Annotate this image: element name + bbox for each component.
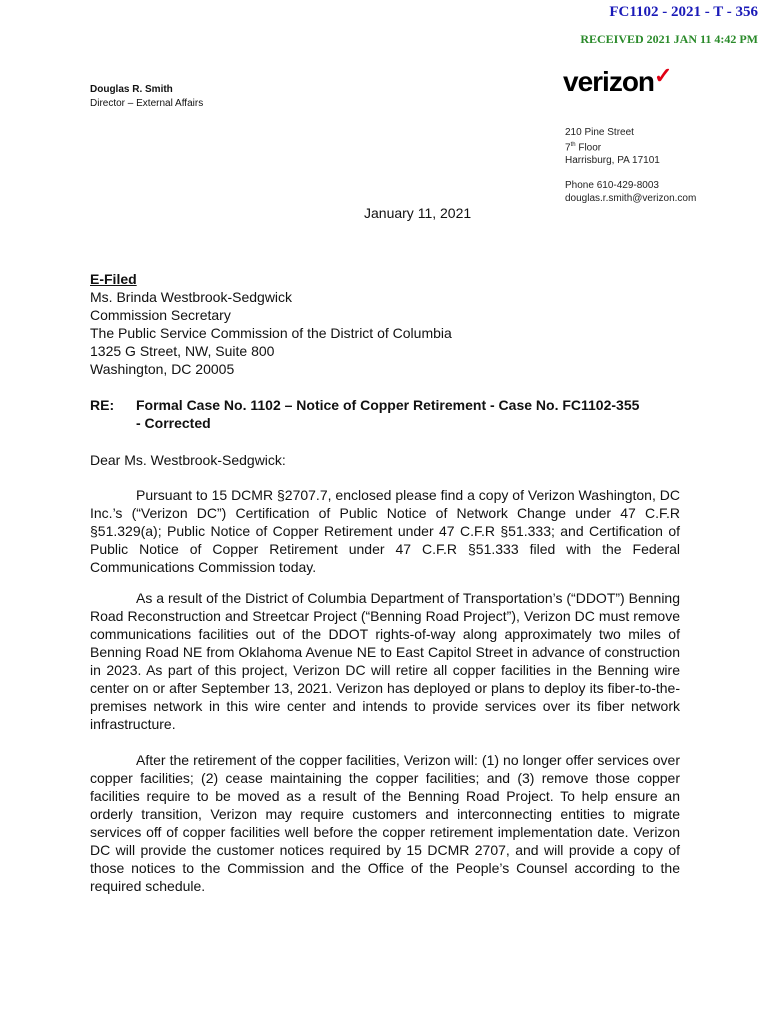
sender-block — [90, 83, 203, 111]
verizon-logo — [563, 63, 672, 98]
address-street: 210 Pine Street — [565, 127, 634, 138]
recipient-block — [90, 270, 680, 378]
address-floor: 7th Floor — [565, 142, 602, 154]
recipient-city: Washington, DC 20005 — [90, 361, 235, 377]
recipient-title: Commission Secretary — [90, 307, 231, 323]
letter-date: January 11, 2021 — [364, 205, 472, 221]
recipient-org: The Public Service Commission of the District of Columbia — [90, 325, 452, 341]
received-stamp: RECEIVED 2021 JAN 11 4:42 PM — [580, 32, 758, 46]
sender-address — [565, 126, 696, 205]
efiled-label: E-Filed — [90, 271, 137, 287]
checkmark-icon: ✓ — [654, 63, 672, 88]
case-number-stamp: FC1102 - 2021 - T - 356 — [609, 4, 758, 20]
address-city: Harrisburg, PA 17101 — [565, 155, 660, 167]
re-subject: Formal Case No. 1102 – Notice of Copper Retirement - Case No. FC1102-355 - Corrected — [136, 397, 640, 431]
paragraph-3: After the retirement of the copper facilities, Verizon will: (1) no longer offer services over copper facilities; (2) cease maintaining the copper facilities; and (3) remove those copper facilities require to be moved as a result of the Benning Road Project. To help ensure an orderly transition, Verizon may require customers and interconnecting entities to migrate services off of copper facilities well before the copper retirement implementation date. Verizon DC will provide the customer notices required by 15 DCMR 2707, and will provide a copy of those notices to the Commission and the Office of the People’s Counsel according to the required schedule. — [90, 752, 680, 894]
paragraph-2: As a result of the District of Columbia Department of Transportation’s (“DDOT”) Benning Road Reconstruction and Streetcar Project (“Benning Road Project”), Verizon DC must remove communications facilities out of the DDOT rights-of-way along approximately two miles of Benning Road NE from Oklahoma Avenue NE to East Capitol Street in advance of construction in 2023. As part of this project, Verizon DC will retire all copper facilities in the Benning wire center on or after September 13, 2021. Verizon has deployed or plans to deploy its fiber-to-the-premises network in this wire center and intends to provide services over its fiber network infrastructure. — [90, 590, 680, 732]
sender-name: Douglas R. Smith — [90, 84, 173, 95]
sender-title: Director – External Affairs — [90, 98, 204, 109]
salutation: Dear Ms. Westbrook-Sedgwick: — [90, 452, 286, 468]
address-email[interactable]: douglas.r.smith@verizon.com — [565, 193, 697, 205]
paragraph-1: Pursuant to 15 DCMR §2707.7, enclosed please find a copy of Verizon Washington, DC Inc.’s (“Verizon DC”) Certification of Public Notice of Network Change under 47 C.F.R §51.329(a); Public Notice of Copper Retirement under 47 C.F.R §51.333; and Certification of Public Notice of Copper Retirement under 47 C.F.R §51.333 filed with the Federal Communications Commission today. — [90, 487, 680, 575]
logo-wordmark: verizon — [563, 66, 655, 97]
recipient-name: Ms. Brinda Westbrook-Sedgwick — [90, 289, 293, 305]
address-phone: Phone 610-429-8003 — [565, 180, 659, 192]
re-line — [90, 396, 680, 432]
re-label: RE: — [90, 397, 115, 413]
recipient-street: 1325 G Street, NW, Suite 800 — [90, 343, 275, 359]
